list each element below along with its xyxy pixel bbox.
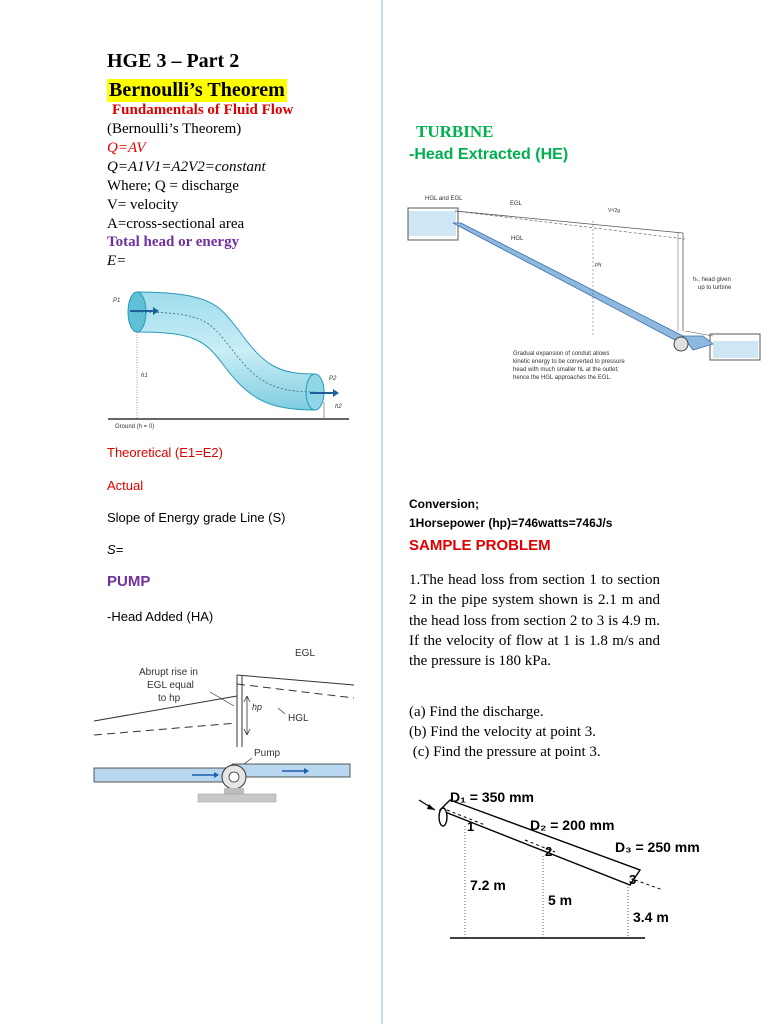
svg-text:EGL equal: EGL equal xyxy=(147,680,194,691)
svg-text:3: 3 xyxy=(629,872,637,887)
svg-text:h1: h1 xyxy=(141,373,148,379)
svg-text:Abrupt rise in: Abrupt rise in xyxy=(139,667,198,678)
page-title: HGE 3 – Part 2 xyxy=(107,50,240,72)
svg-text:head with much smaller hL at t: head with much smaller hL at the outlet; xyxy=(513,367,619,373)
svg-text:P1: P1 xyxy=(113,298,121,304)
svg-text:to hp: to hp xyxy=(158,693,181,704)
equation-q-av: Q=AV xyxy=(107,140,146,156)
where-text: Where; Q = discharge xyxy=(107,178,239,194)
egl-label: EGL xyxy=(295,648,316,659)
bernoulli-pipe-figure xyxy=(105,282,355,432)
svg-text:P2: P2 xyxy=(329,376,337,382)
svg-text:2: 2 xyxy=(545,844,553,859)
svg-text:p/γ: p/γ xyxy=(595,262,602,268)
diameter-3-label: D₃ = 250 mm xyxy=(615,839,700,855)
theoretical-label: Theoretical (E1=E2) xyxy=(107,445,223,460)
svg-text:hₜ, head given: hₜ, head given xyxy=(693,277,731,283)
total-head-heading: Total head or energy xyxy=(107,234,240,250)
svg-text:1: 1 xyxy=(467,819,475,834)
head-added-label: -Head Added (HA) xyxy=(107,609,214,624)
elevation-2-label: 5 m xyxy=(548,892,573,908)
svg-text:HGL and EGL: HGL and EGL xyxy=(425,196,463,202)
question-c: (c) Find the pressure at point 3. xyxy=(409,744,601,760)
hp-conversion: 1Horsepower (hp)=746watts=746J/s xyxy=(409,516,613,530)
hgl-label: HGL xyxy=(288,713,309,724)
svg-text:EGL: EGL xyxy=(510,201,523,207)
svg-text:up to turbine: up to turbine xyxy=(698,285,732,291)
actual-label: Actual xyxy=(107,478,144,493)
sample-problem-heading: SAMPLE PROBLEM xyxy=(409,537,551,554)
svg-text:hence the HGL approaches the E: hence the HGL approaches the EGL. xyxy=(513,375,612,381)
svg-text:V²/2g: V²/2g xyxy=(608,208,620,214)
slope-label: Slope of Energy grade Line (S) xyxy=(107,510,286,525)
ground-label: Ground (h = 0) xyxy=(115,424,155,430)
section-heading: Fundamentals of Fluid Flow xyxy=(112,102,294,118)
energy-equation: E= xyxy=(107,253,127,269)
equation-continuity: Q=A1V1=A2V2=constant xyxy=(107,159,266,175)
elevation-1-label: 7.2 m xyxy=(470,877,506,893)
pump-heading: PUMP xyxy=(107,573,151,590)
svg-text:h2: h2 xyxy=(335,404,342,410)
paren-text: (Bernoulli’s Theorem) xyxy=(107,121,242,137)
elevation-3-label: 3.4 m xyxy=(633,909,669,925)
svg-text:kinetic energy to be converted: kinetic energy to be converted to pressure xyxy=(513,359,625,365)
diameter-1-label: D₁ = 350 mm xyxy=(450,789,534,805)
pump-figure xyxy=(92,640,354,810)
conversion-label: Conversion; xyxy=(409,497,480,511)
head-extracted-heading: -Head Extracted (HE) xyxy=(409,146,569,163)
turbine-figure xyxy=(403,186,765,402)
turbine-heading: TURBINE xyxy=(416,122,494,141)
svg-text:HGL: HGL xyxy=(511,236,524,242)
area-text: A=cross-sectional area xyxy=(107,216,245,232)
column-divider xyxy=(381,0,383,1024)
svg-text:Gradual expansion of conduit a: Gradual expansion of conduit allows xyxy=(513,351,610,357)
pipe-system-figure xyxy=(405,780,735,945)
velocity-text: V= velocity xyxy=(107,197,179,213)
problem-statement: 1.The head loss from section 1 to section 2 in the pipe system shown is 2.1 m and the head loss from section 2 to 3 is 4.9 m. If the velocity of flow at 1 is 1.8 m/s and the pressure is 180 kPa. xyxy=(409,572,660,670)
diameter-2-label: D₂ = 200 mm xyxy=(530,817,615,833)
page-subtitle: Bernoulli’s Theorem xyxy=(109,79,285,101)
question-a: (a) Find the discharge. xyxy=(409,704,544,720)
svg-text:hp: hp xyxy=(252,702,263,712)
pump-label: Pump xyxy=(254,748,281,759)
question-b: (b) Find the velocity at point 3. xyxy=(409,724,597,740)
slope-equation: S= xyxy=(107,542,124,557)
